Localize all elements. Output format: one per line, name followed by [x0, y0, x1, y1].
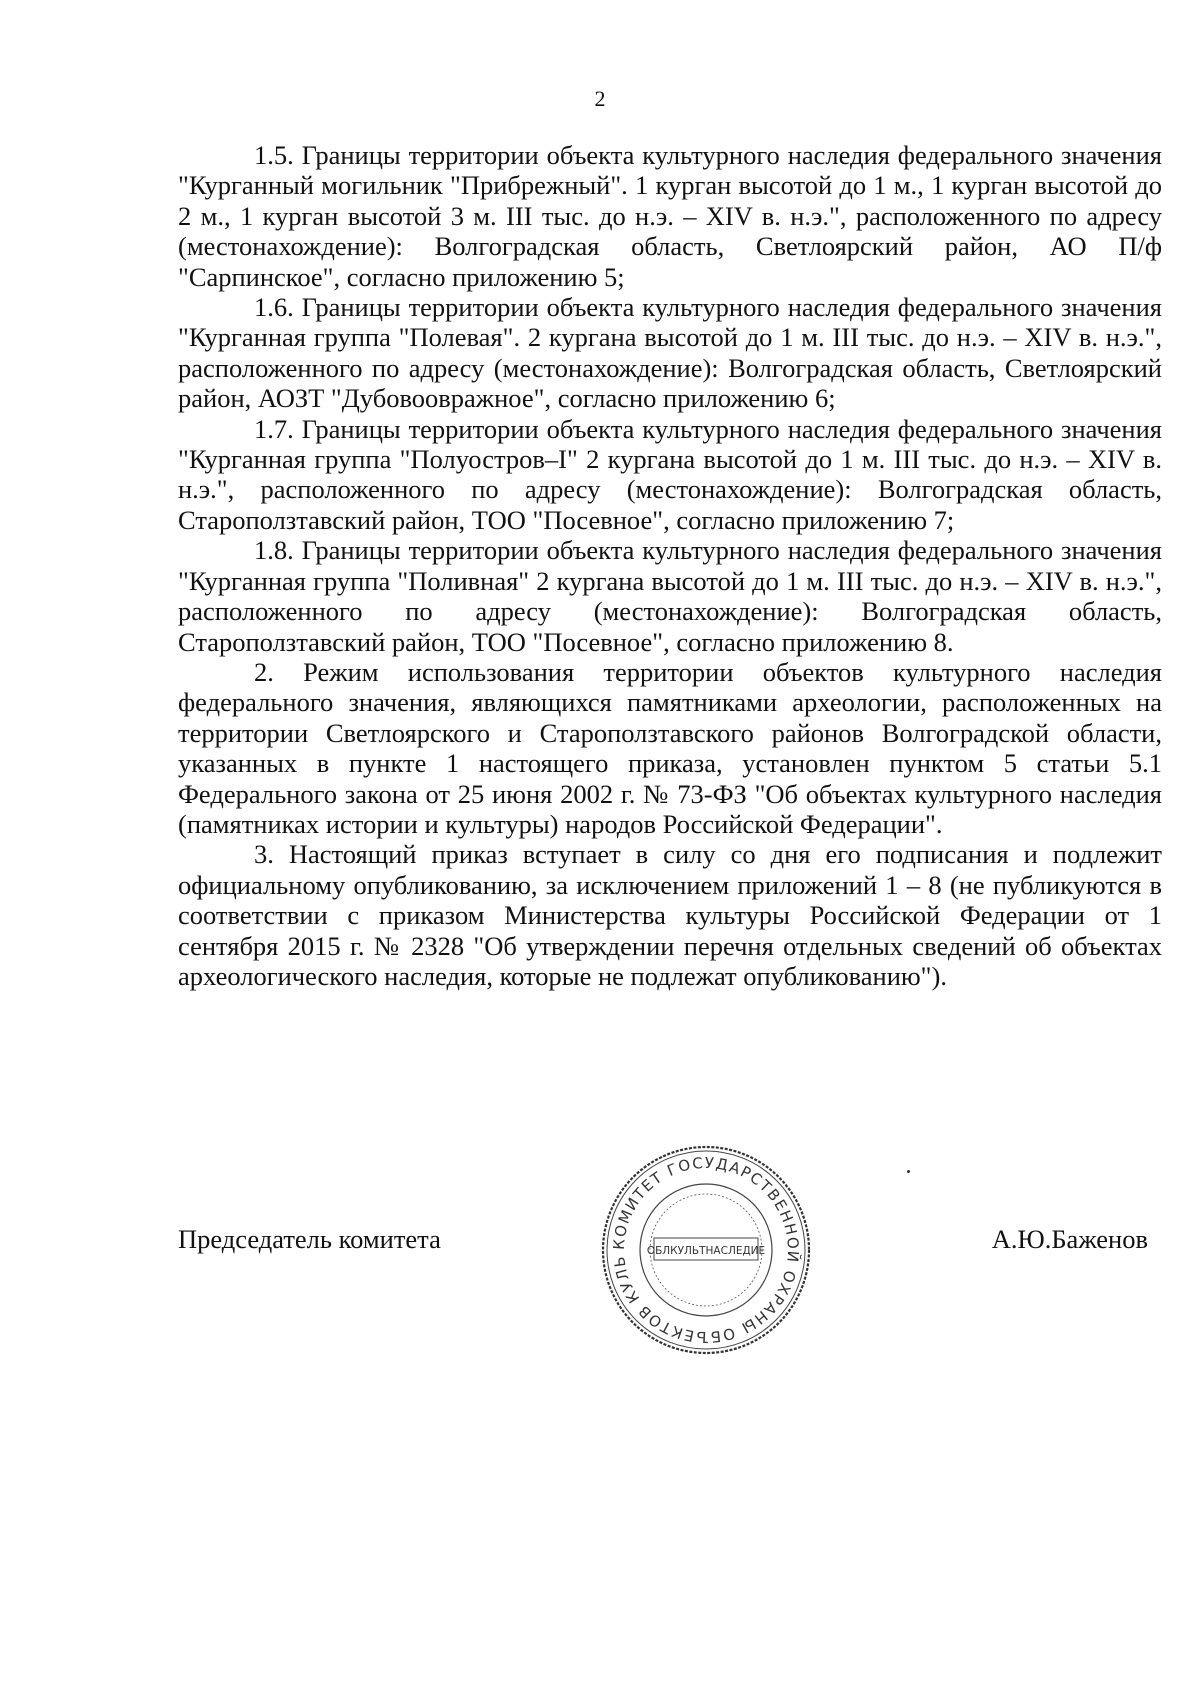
- paragraph-1-5: 1.5. Границы территории объекта культурного наследия федерального значения "Курганный могильник "Прибрежный". 1 курган высотой до 1 м., 1 курган высотой до 2 м., 1 курган высотой 3 м. III тыс. до н.э. – XIV в. н.э.", расположенного по адресу (местонахождение): Волгоградская область, Светлоярский район, АО П/ф "Сарпинское", согласно приложению 5;: [178, 140, 1162, 292]
- seal-center-text: ОБЛКУЛЬТНАСЛЕДИЕ: [646, 1245, 766, 1257]
- scan-speck: [907, 1170, 910, 1173]
- paragraph-2: 2. Режим использования территории объектов культурного наследия федерального значения, являющихся памятниками археологии, расположенных на территории Светлоярского и Староползтавского районов Волгоградской области, указанных в пункте 1 настоящего приказа, установлен пунктом 5 статьи 5.1 Федерального закона от 25 июня 2002 г. № 73-ФЗ "Об объектах культурного наследия (памятниках истории и культуры) народов Российской Федерации".: [178, 656, 1162, 839]
- document-body: [178, 140, 1162, 991]
- paragraph-1-8: 1.8. Границы территории объекта культурного наследия федерального значения "Курганная группа "Поливная" 2 кургана высотой до 1 м. III тыс. до н.э. – XIV в. н.э.", расположенного по адресу (местонахождение): Волгоградская область, Староползтавский район, ТОО "Посевное", согласно приложению 8.: [178, 535, 1162, 657]
- page-number: 2: [594, 86, 606, 111]
- official-seal: [598, 1142, 814, 1358]
- signatory-position: Председатель комитета: [178, 1224, 441, 1254]
- paragraph-1-6: 1.6. Границы территории объекта культурного наследия федерального значения "Курганная группа "Полевая". 2 кургана высотой до 1 м. III тыс. до н.э. – XIV в. н.э.", расположенного по адресу (местонахождение): Волгоградская область, Светлоярский район, АОЗТ "Дубовооврaжное", согласно приложению 6;: [178, 292, 1162, 414]
- signatory-name: А.Ю.Баженов: [991, 1224, 1148, 1254]
- seal-graphic: [598, 1142, 814, 1358]
- paragraph-3: 3. Настоящий приказ вступает в силу со дня его подписания и подлежит официальному опубликованию, за исключением приложений 1 – 8 (не публикуются в соответствии с приказом Министерства культуры Российской Федерации от 1 сентября 2015 г. № 2328 "Об утверждении перечня отдельных сведений об объектах археологического наследия, которые не подлежат опубликованию").: [178, 839, 1162, 991]
- paragraph-1-7: 1.7. Границы территории объекта культурного наследия федерального значения "Курганная группа "Полуостров–I" 2 кургана высотой до 1 м. III тыс. до н.э. – XIV в. н.э.", расположенного по адресу (местонахождение): Волгоградская область, Староползтавский район, ТОО "Посевное", согласно приложению 7;: [178, 413, 1162, 535]
- seal-outer-text: КОМИТЕТ ГОСУДАРСТВЕННОЙ ОХРАНЫ ОБЪЕКТОВ КУЛЬ: [609, 1153, 803, 1347]
